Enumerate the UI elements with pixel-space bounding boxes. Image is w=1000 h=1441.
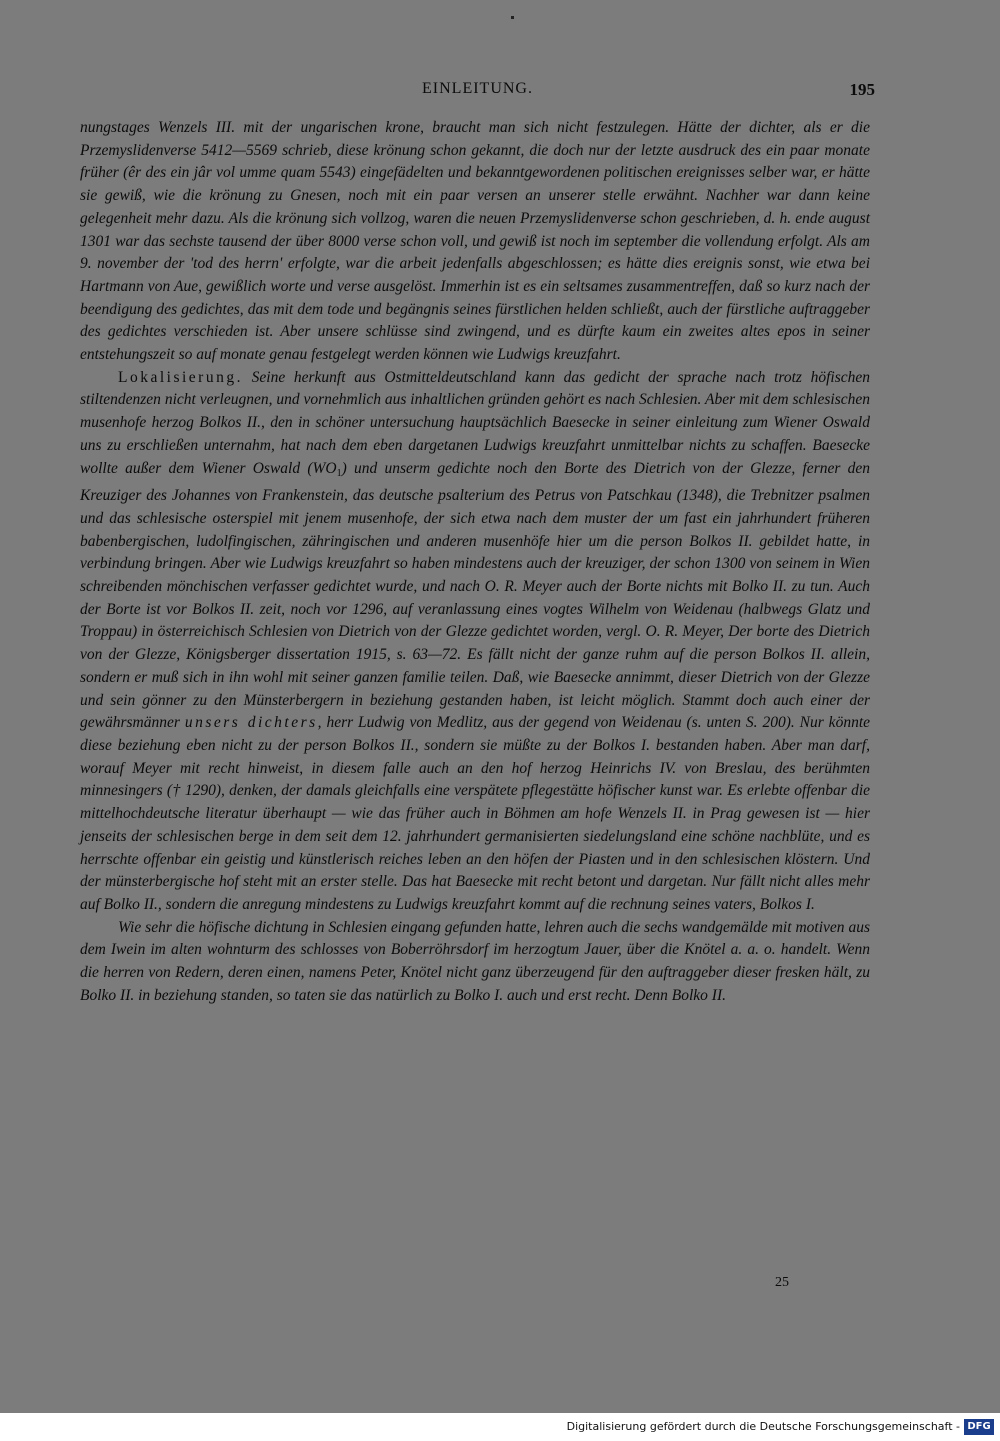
running-header (80, 80, 875, 106)
page-number: 195 (849, 80, 875, 99)
spaced-emphasis: unsers dichters (184, 714, 318, 732)
section-heading-lokalisierung: Lokalisierung. (118, 368, 243, 386)
paragraph-2-text-a: Seine herkunft aus Ostmitteldeutschland kann das gedicht der sprache nach trotz höfischen stiltendenzen nicht verleugnen, und vornehmlich aus inhaltlichen gründen gehört es nach Schlesien. Aber mit dem schlesischen musenhofe herzog Bolkos II., den in schöner untersuchung hauptsächlich Baesecke in seiner einleitung zum Wiener Oswald uns zu erschließen unternahm, hat nach dem eben dargetanen Ludwigs kreuzfahrt unmittelbar nichts zu schaffen. Baesecke wollte außer dem Wiener Oswald (WO (80, 368, 870, 477)
paragraph-2 (80, 367, 870, 917)
paragraph-1: nungstages Wenzels III. mit der ungarischen krone, braucht man sich nicht festzulegen. Hätte der dichter, als er die Przemyslidenverse 5412—5569 schrieb, diese krönung schon gekannt, die doch nur der letzte ausdruck des ein paar monate früher (êr des ein jâr vol umme quam 5543) eingefädelten und bekanntgewordenen politischen ereignisses selber war, er hätte sie gewiß, wie die krönung zu Gnesen, noch mit ein paar versen an unserer stelle erwähnt. Nachher war dann keine gelegenheit mehr dazu. Als die krönung sich vollzog, waren die neuen Przemyslidenverse schon geschrieben, d. h. ende august 1301 war das sechste tausend der über 8000 verse schon voll, und gewiß ist noch im september die vollendung erfolgt. Als am 9. november der 'tod des herrn' erfolgte, war die arbeit jedenfalls abgeschlossen; es hätte dies ereignis sonst, wie etwa bei Hartmann von Aue, gewißlich worte und verse ausgelöst. Immerhin ist es ein seltsames zusammentreffen, daß so kurz nach der beendigung des gedichtes, das mit dem tode und begängnis seines fürstlichen helden schließt, auch der fürstliche auftraggeber des gedichtes verschieden ist. Aber unsere schlüsse sind zwingend, und es dürfte kaum ein zweites altes epos in seiner entstehungszeit so auf monate genau festgelegt werden können wie Ludwigs kreuzfahrt. (80, 119, 870, 364)
paragraph-3: Wie sehr die höfische dichtung in Schlesien eingang gefunden hatte, lehren auch die sechs wandgemälde mit motiven aus dem Iwein im alten wohnturm des schlosses von Boberröhrsdorf im herzogtum Jauer, über die Knötel a. a. o. handelt. Wenn die herren von Redern, deren einen, namens Peter, Knötel nicht ganz überzeugend für den auftraggeber dieser fresken hält, zu Bolko II. in beziehung standen, so taten sie das natürlich zu Bolko I. auch und erst recht. Denn Bolko II. (80, 918, 870, 1004)
body-text (80, 117, 870, 1007)
signature-mark: 25 (775, 1275, 789, 1290)
dfg-logo: DFG (964, 1419, 994, 1435)
footer-bar (0, 1413, 1000, 1441)
paragraph-2-text-b: ) und unserm gedichte noch den Borte des Dietrich von der Glezze, ferner den Kreuziger des Johannes von Frankenstein, das deutsche psalterium des Petrus von Patschkau (1348), die Trebnitzer psalmen und das schlesische osterspiel mit jenem musenhofe, der sich etwa nach dem muster der um fast ein jahrhundert früheren babenbergischen, ludolfingischen, zähringischen und anderen musenhöfe hier um die person Bolkos II. gebildet hatte, in verbindung bringen. Aber wie Ludwigs kreuzfahrt so haben mindestens auch der kreuziger, der schon 1300 von seinem in Wien schreibenden mönchischen verfasser gedichtet wurde, und nach O. R. Meyer auch der Borte nichts mit Bolko II. zu tun. Auch der Borte ist vor Bolkos II. zeit, noch vor 1296, auf veranlassung eines vogtes Wilhelm von Weidenau (halbwegs Glatz und Troppau) in österreichisch Schlesien von Dietrich von der Glezze gedichtet worden, vergl. O. R. Meyer, Der borte des Dietrich von der Glezze, Königsberger dissertation 1915, s. 63—72. Es fällt nicht der ganze ruhm auf die person Bolkos II. allein, sondern er muß sich in ihn wohl mit seiner ganzen familie teilen. Daß, wie Baesecke annimmt, dieser Dietrich von der Glezze und sein gönner zu den Münsterbergern in beziehung gestanden haben, ist leicht möglich. Stammt doch auch einer der gewährsmänner (80, 459, 871, 732)
funding-credit: Digitalisierung gefördert durch die Deutsche Forschungsgemeinschaft - (566, 1420, 960, 1433)
paragraph-2-text-c: , herr Ludwig von Medlitz, aus der gegend von Weidenau (s. unten S. 200). Nur könnte diese beziehung eben nicht zu der person Bolkos II., sondern sie müßte zu der Bolkos I. bestanden haben. Aber man darf, worauf Meyer mit recht hinweist, in diesem falle auch an den hof herzog Heinrichs IV. von Breslau, des berühmten minnesingers († 1290), denken, der damals gleichfalls eine verspätete pflegestätte höfischer kunst war. Es erlebte offenbar die mittelhochdeutsche literatur überhaupt — wie das früher auch in Böhmen am hofe Wenzels II. in Prag gewesen ist — hier jenseits der schlesischen berge in dem seit dem 12. jahrhundert germanisierten siedelungsland eine schöne nachblüte, und es herrschte offenbar ein geistig und künstlerisch reiches leben an den höfen der Piasten und in den schlesischen klöstern. Und der münsterbergische hof steht mit an erster stelle. Das hat Baesecke mit recht betont und dargetan. Nur fällt nicht alles mehr auf Bolko II., sondern die anregung mindestens zu Ludwigs kreuzfahrt kommt auf die rechnung seines vaters, Bolkos I. (80, 714, 870, 913)
scan-speck (511, 16, 514, 19)
running-title: EINLEITUNG. (422, 80, 533, 97)
subscript: 1 (336, 467, 342, 479)
